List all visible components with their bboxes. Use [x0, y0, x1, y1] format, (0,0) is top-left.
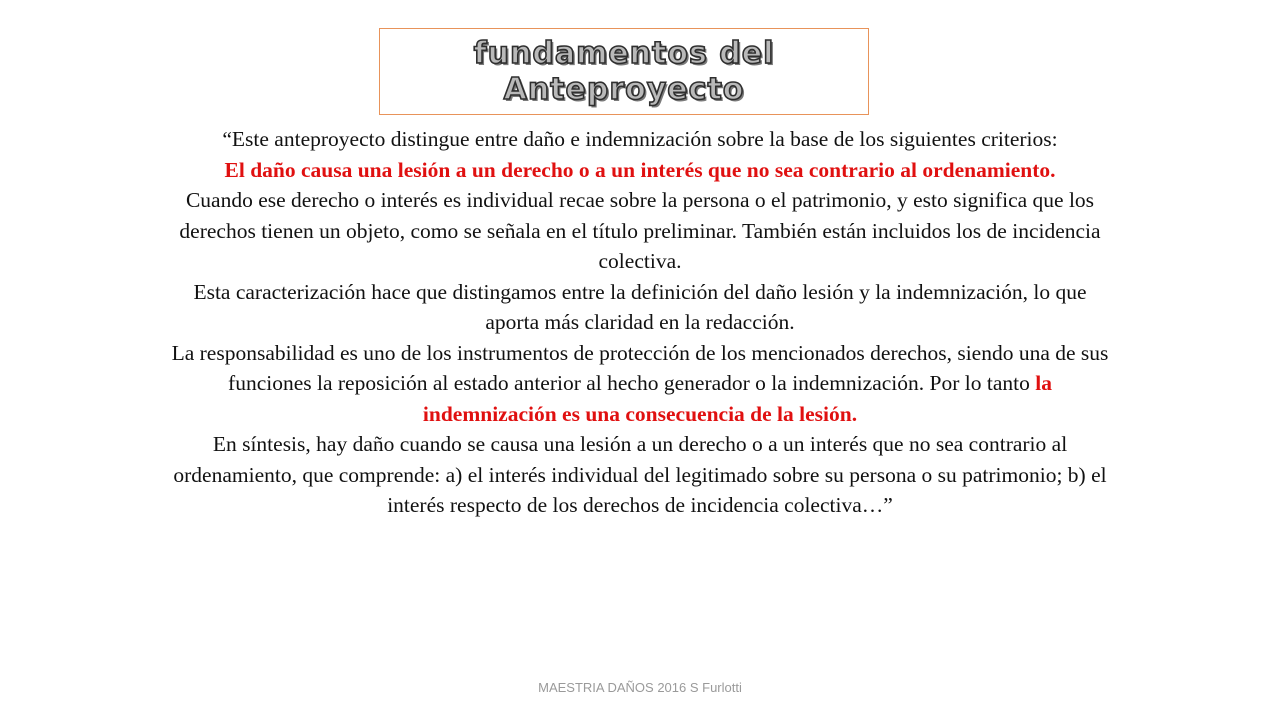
title-line-1: fundamentos del — [473, 35, 775, 71]
footer-text: MAESTRIA DAÑOS 2016 S Furlotti — [538, 680, 742, 695]
title-line-2: Anteproyecto — [503, 71, 745, 107]
paragraph-intro: “Este anteproyecto distingue entre daño e indemnización sobre la base de los siguientes criterios: — [222, 127, 1058, 151]
paragraph-responsibility — [168, 338, 1112, 430]
paragraph-characterization: Esta caracterización hace que distingamos entre la definición del daño lesión y la indemnización, lo que aporta más claridad en la redacción. — [193, 279, 1087, 334]
paragraph-highlight-damage: El daño causa una lesión a un derecho o a un interés que no sea contrario al ordenamiento. — [224, 157, 1056, 182]
title-box — [379, 28, 869, 115]
paragraph-synthesis: En síntesis, hay daño cuando se causa una lesión a un derecho o a un interés que no sea contrario al ordenamiento, que comprende: a) el interés individual del legitimado sobre su persona o su patrimonio; b) el interés respecto de los derechos de incidencia colectiva…” — [173, 432, 1107, 517]
paragraph-responsibility-highlight: la indemnización es una consecuencia de la lesión. — [422, 371, 1052, 426]
paragraph-responsibility-text: La responsabilidad es uno de los instrumentos de protección de los mencionados derechos, siendo una de sus funciones la reposición al estado anterior al hecho generador o la indemnización. Por lo tanto — [171, 340, 1109, 395]
body-text — [168, 124, 1112, 521]
paragraph-individual-interest: Cuando ese derecho o interés es individual recae sobre la persona o el patrimonio, y esto significa que los derechos tienen un objeto, como se señala en el título preliminar. También están incluidos los de incidencia colectiva. — [179, 188, 1101, 273]
